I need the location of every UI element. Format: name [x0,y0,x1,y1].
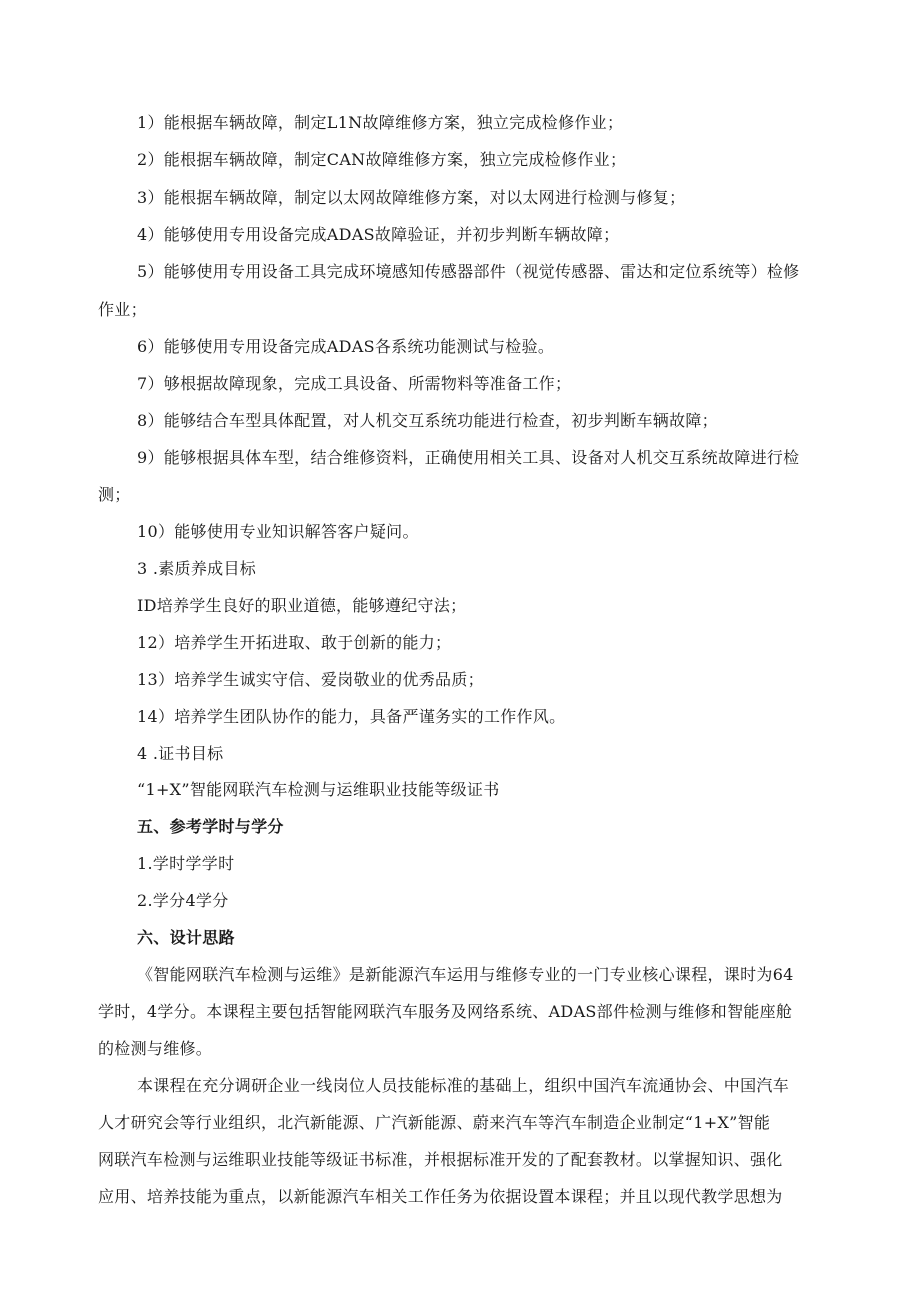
chapter-heading: 六、设计思路 [137,928,235,947]
text-line: 14）培养学生团队协作的能力，具备严谨务实的工作作风。 [137,707,566,726]
text-line: 8）能够结合车型具体配置，对人机交互系统功能进行检查，初步判断车辆故障； [137,411,718,430]
text-line: 本课程在充分调研企业一线岗位人员技能标准的基础上，组织中国汽车流通协会、中国汽车 [137,1076,790,1095]
text-line: 人才研究会等行业组织，北汽新能源、广汽新能源、蔚来汽车等汽车制造企业制定“1+X”智能 [98,1113,771,1132]
text-line: 应用、培养技能为重点，以新能源汽车相关工作任务为依据设置本课程；并且以现代教学思想为 [98,1187,783,1206]
text-line: 《智能网联汽车检测与运维》是新能源汽车运用与维修专业的一门专业核心课程，课时为64 [137,965,794,984]
section-heading: 4 .证书目标 [137,744,224,763]
text-line: 测； [98,485,131,504]
text-line: 1）能根据车辆故障，制定L1N故障维修方案，独立完成检修作业； [137,113,624,132]
section-heading: 3 .素质养成目标 [137,559,257,578]
text-line: 的检测与维修。 [98,1039,213,1058]
text-line: 6）能够使用专用设备完成ADAS各系统功能测试与检验。 [137,337,555,356]
text-line: 作业； [98,300,147,319]
text-line: 9）能够根据具体车型，结合维修资料，正确使用相关工具、设备对人机交互系统故障进行检 [137,448,800,467]
text-line: 12）培养学生开拓进取、敢于创新的能力； [137,633,452,652]
text-line: 网联汽车检测与运维职业技能等级证书标准，并根据标准开发的了配套教材。以掌握知识、强化 [98,1150,783,1169]
text-line: ID培养学生良好的职业道德，能够遵纪守法； [137,596,467,615]
text-line: 1.学时学学时 [137,854,235,873]
text-line: 3）能根据车辆故障，制定以太网故障维修方案，对以太网进行检测与修复； [137,188,686,207]
text-line: “1+X”智能网联汽车检测与运维职业技能等级证书 [137,780,500,799]
text-line: 2）能根据车辆故障，制定CAN故障维修方案，独立完成检修作业； [137,150,627,169]
text-line: 5）能够使用专用设备工具完成环境感知传感器部件（视觉传感器、雷达和定位系统等）检修 [137,262,800,281]
text-line: 2.学分4学分 [137,891,229,910]
text-line: 10）能够使用专业知识解答客户疑问。 [137,522,419,541]
text-line: 7）够根据故障现象，完成工具设备、所需物料等准备工作； [137,374,572,393]
text-line: 学时，4学分。本课程主要包括智能网联汽车服务及网络系统、ADAS部件检测与维修和智能座舱 [98,1002,793,1021]
text-line: 13）培养学生诚实守信、爱岗敬业的优秀品质； [137,670,484,689]
text-line: 4）能够使用专用设备完成ADAS故障验证，并初步判断车辆故障； [137,225,620,244]
chapter-heading: 五、参考学时与学分 [137,817,284,836]
